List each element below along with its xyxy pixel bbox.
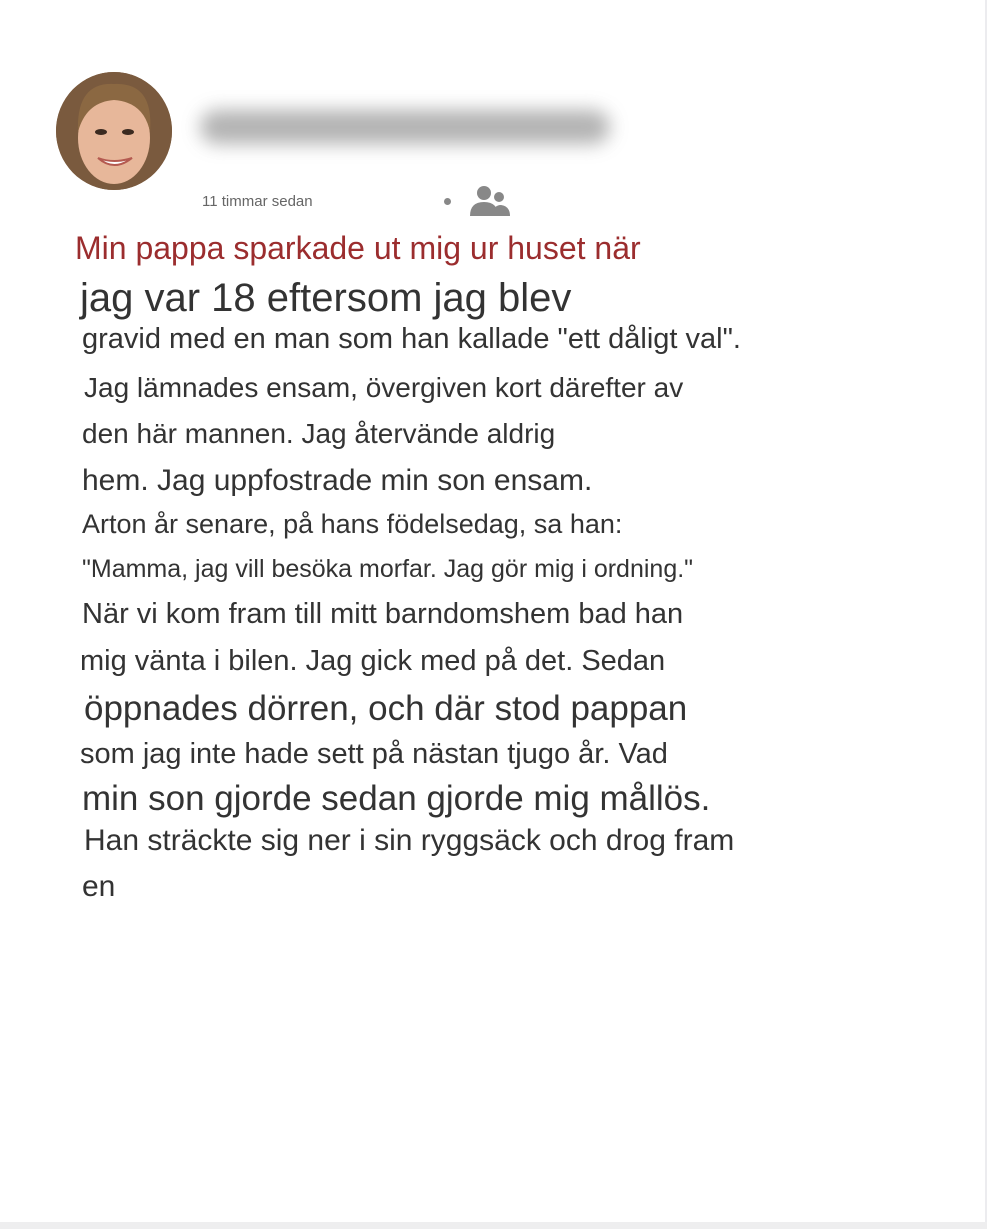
post-line: jag var 18 eftersom jag blev — [80, 276, 572, 320]
bottom-strip — [0, 1222, 987, 1229]
post-line: Han sträckte sig ner i sin ryggsäck och drog fram — [84, 824, 735, 857]
post-line: Jag lämnades ensam, övergiven kort därefter av — [84, 372, 684, 403]
separator-dot — [444, 198, 451, 205]
post-line: öppnades dörren, och där stod pappan — [84, 689, 688, 728]
post-line: Arton år senare, på hans födelsedag, sa han: — [82, 509, 623, 539]
post-timestamp[interactable]: 11 timmar sedan — [202, 193, 313, 210]
post-line: som jag inte hade sett på nästan tjugo år. Vad — [80, 738, 668, 770]
post-line: När vi kom fram till mitt barndomshem bad han — [82, 598, 684, 630]
group-icon[interactable] — [468, 184, 512, 220]
post-line: mig vänta i bilen. Jag gick med på det. Sedan — [80, 645, 666, 677]
avatar[interactable] — [56, 72, 172, 190]
post-line: min son gjorde sedan gjorde mig mållös. — [82, 779, 711, 818]
post-line: "Mamma, jag vill besöka morfar. Jag gör mig i ordning." — [82, 555, 694, 583]
post-line: gravid med en man som han kallade "ett dåligt val". — [82, 323, 741, 355]
avatar-photo-icon — [56, 72, 172, 190]
author-name-blurred[interactable] — [200, 110, 610, 144]
post-line: den här mannen. Jag återvände aldrig — [82, 418, 556, 449]
post-line: hem. Jag uppfostrade min son ensam. — [82, 464, 593, 497]
post-line: en — [82, 870, 116, 903]
post-title: Min pappa sparkade ut mig ur huset när — [75, 230, 641, 266]
